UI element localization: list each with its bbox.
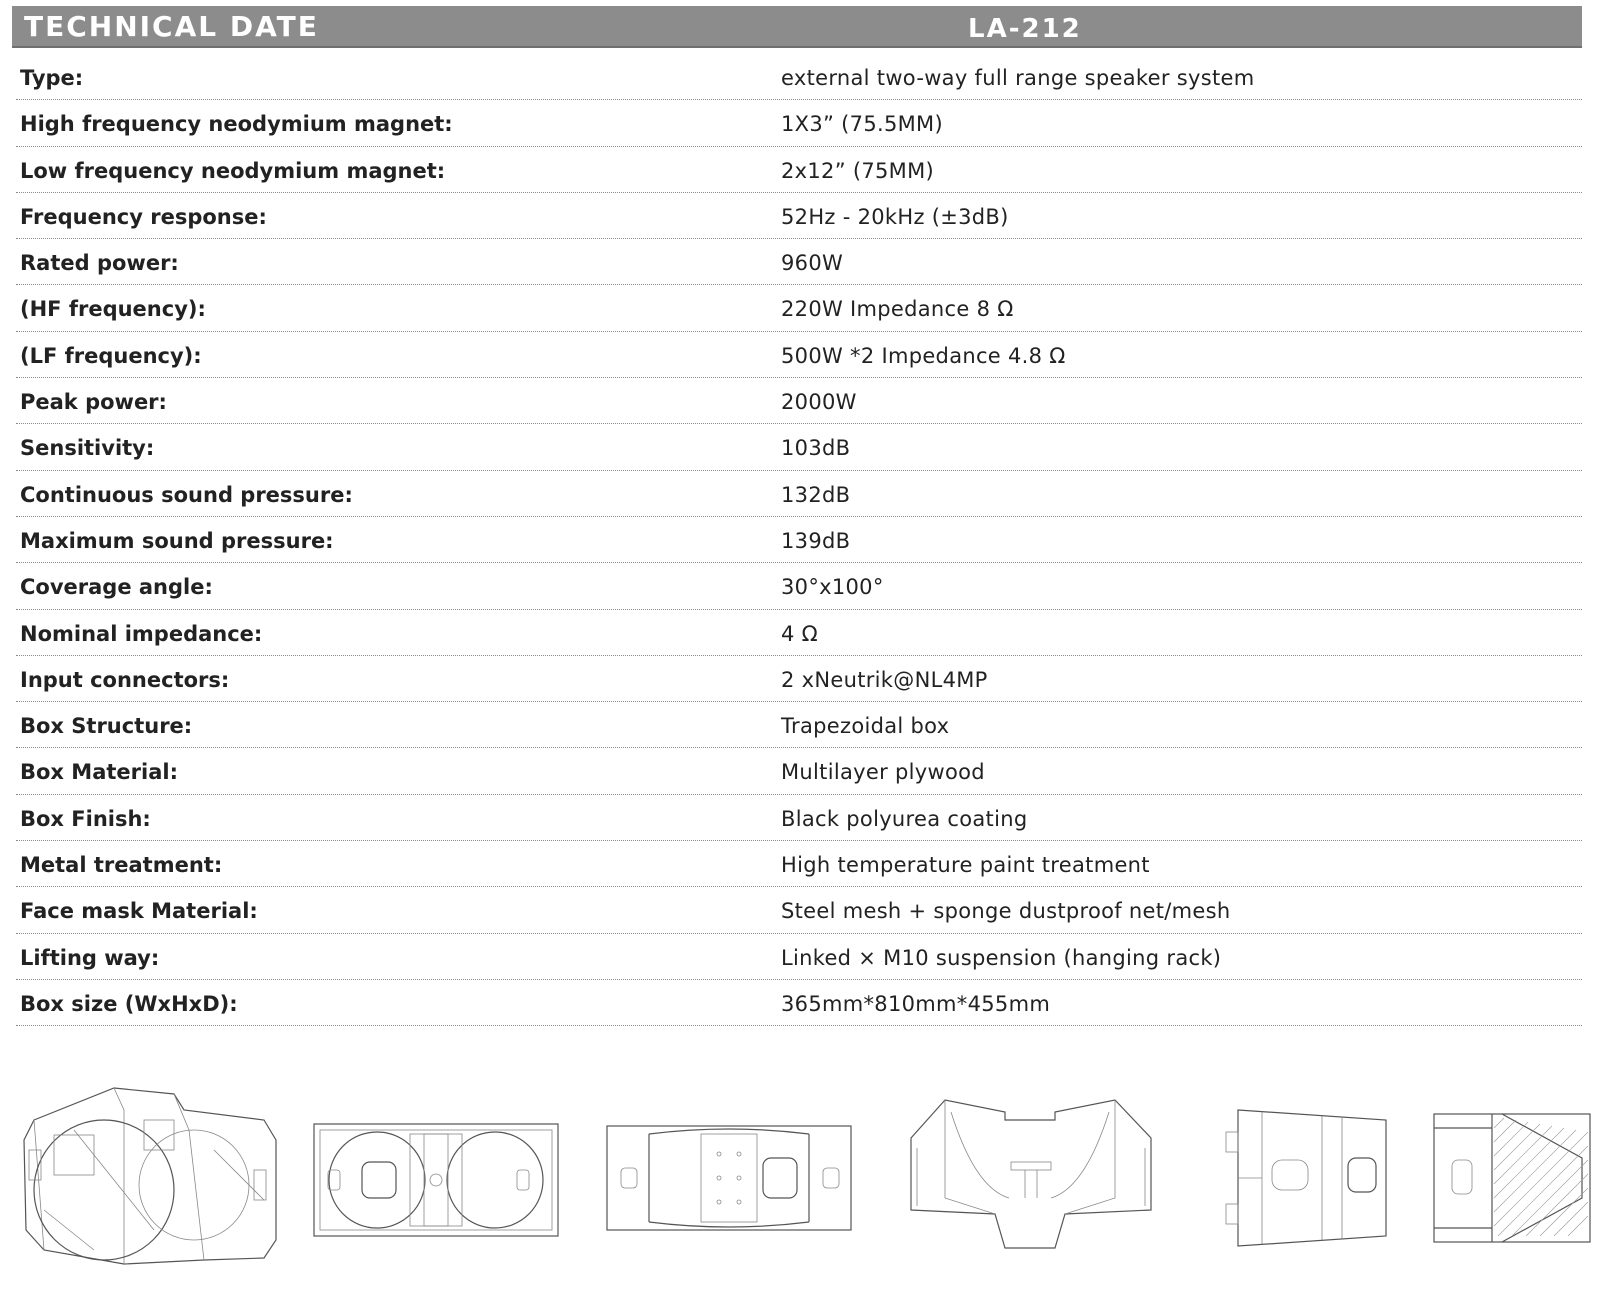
spec-row bbox=[16, 610, 1582, 656]
top-view-drawing bbox=[605, 1124, 855, 1234]
front-view-drawing bbox=[312, 1120, 562, 1240]
spec-row bbox=[16, 332, 1582, 378]
spec-row bbox=[16, 239, 1582, 285]
spec-label: Box Finish: bbox=[20, 806, 151, 831]
spec-label: (LF frequency): bbox=[20, 343, 202, 368]
spec-row bbox=[16, 54, 1582, 100]
spec-value: 132dB bbox=[781, 482, 851, 507]
spec-row bbox=[16, 795, 1582, 841]
spec-row bbox=[16, 471, 1582, 517]
spec-row bbox=[16, 517, 1582, 563]
spec-value: 1X3” (75.5MM) bbox=[781, 112, 943, 137]
spec-value: 220W Impedance 8 Ω bbox=[781, 297, 1014, 322]
spec-label: Box size (WxHxD): bbox=[20, 991, 238, 1016]
spec-value: 2000W bbox=[781, 390, 857, 415]
perspective-drawing bbox=[14, 1080, 284, 1270]
spec-value: Black polyurea coating bbox=[781, 806, 1028, 831]
spec-value: 2 xNeutrik@NL4MP bbox=[781, 667, 988, 692]
spec-value: Trapezoidal box bbox=[781, 714, 950, 739]
spec-row bbox=[16, 563, 1582, 609]
cross-section-drawing bbox=[1432, 1108, 1592, 1248]
spec-row bbox=[16, 656, 1582, 702]
spec-row bbox=[16, 748, 1582, 794]
spec-row bbox=[16, 841, 1582, 887]
spec-value: external two-way full range speaker system bbox=[781, 66, 1255, 90]
spec-row bbox=[16, 424, 1582, 470]
spec-label: Input connectors: bbox=[20, 667, 230, 692]
spec-label: Lifting way: bbox=[20, 945, 160, 970]
spec-value: 2x12” (75MM) bbox=[781, 158, 935, 183]
spec-value: 139dB bbox=[781, 528, 851, 553]
spec-label: (HF frequency): bbox=[20, 297, 206, 322]
spec-value: 4 Ω bbox=[781, 621, 818, 646]
spec-label: Maximum sound pressure: bbox=[20, 528, 334, 553]
spec-label: Coverage angle: bbox=[20, 575, 213, 600]
spec-label: Type: bbox=[20, 66, 84, 90]
spec-row bbox=[16, 147, 1582, 193]
spec-row bbox=[16, 378, 1582, 424]
spec-label: Peak power: bbox=[20, 390, 167, 415]
spec-value: 500W *2 Impedance 4.8 Ω bbox=[781, 343, 1066, 368]
spec-row bbox=[16, 887, 1582, 933]
technical-drawings bbox=[0, 1080, 1600, 1290]
spec-value: Linked × M10 suspension (hanging rack) bbox=[781, 945, 1222, 970]
side-view-drawing bbox=[1222, 1108, 1392, 1248]
spec-label: Continuous sound pressure: bbox=[20, 482, 353, 507]
spec-label: Box Material: bbox=[20, 760, 178, 785]
spec-value: 103dB bbox=[781, 436, 851, 461]
spec-table bbox=[16, 54, 1582, 1026]
spec-row bbox=[16, 980, 1582, 1026]
page-title: TECHNICAL DATE bbox=[24, 10, 319, 43]
spec-label: Box Structure: bbox=[20, 714, 193, 739]
spec-label: Frequency response: bbox=[20, 204, 267, 229]
spec-label: Low frequency neodymium magnet: bbox=[20, 158, 446, 183]
spec-row bbox=[16, 285, 1582, 331]
model-name: LA-212 bbox=[968, 14, 1082, 44]
spec-row bbox=[16, 702, 1582, 748]
spec-value: 30°x100° bbox=[781, 575, 884, 600]
spec-value: 365mm*810mm*455mm bbox=[781, 991, 1051, 1016]
spec-value: Steel mesh + sponge dustproof net/mesh bbox=[781, 899, 1231, 924]
spec-label: Sensitivity: bbox=[20, 436, 155, 461]
spec-row bbox=[16, 100, 1582, 146]
spec-label: High frequency neodymium magnet: bbox=[20, 112, 453, 137]
spec-label: Nominal impedance: bbox=[20, 621, 263, 646]
spec-value: Multilayer plywood bbox=[781, 760, 985, 785]
header-bar bbox=[12, 6, 1582, 48]
spec-row bbox=[16, 193, 1582, 239]
spec-value: 52Hz - 20kHz (±3dB) bbox=[781, 204, 1009, 229]
spec-label: Face mask Material: bbox=[20, 899, 258, 924]
spec-value: 960W bbox=[781, 251, 844, 276]
spec-row bbox=[16, 934, 1582, 980]
spec-value: High temperature paint treatment bbox=[781, 853, 1150, 878]
section-view-drawing bbox=[905, 1098, 1160, 1258]
spec-label: Metal treatment: bbox=[20, 853, 223, 878]
spec-label: Rated power: bbox=[20, 251, 179, 276]
